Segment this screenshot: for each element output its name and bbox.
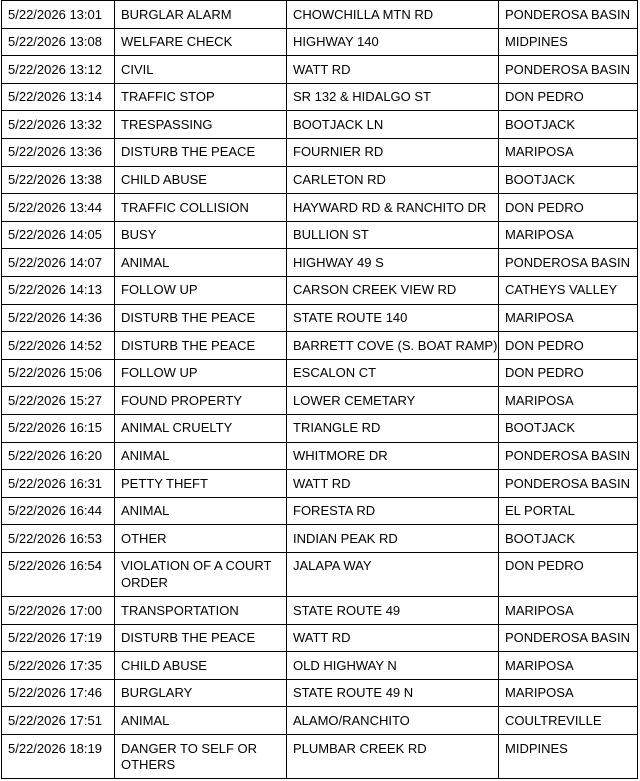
datetime-cell: 5/22/2026 17:00 (2, 597, 115, 625)
datetime-cell: 5/22/2026 16:20 (2, 442, 115, 470)
area-cell: COULTREVILLE (499, 707, 638, 735)
area-cell: DON PEDRO (499, 194, 638, 222)
area-cell: DON PEDRO (499, 332, 638, 360)
call-log-table (1, 0, 638, 779)
datetime-cell: 5/22/2026 15:06 (2, 359, 115, 387)
datetime-cell: 5/22/2026 17:51 (2, 707, 115, 735)
table-row (2, 652, 638, 680)
datetime-cell: 5/22/2026 13:12 (2, 56, 115, 84)
table-row (2, 276, 638, 304)
datetime-cell: 5/22/2026 13:32 (2, 111, 115, 139)
table-row (2, 83, 638, 111)
call-type-cell: OTHER (115, 525, 287, 553)
table-row (2, 304, 638, 332)
location-cell: STATE ROUTE 140 (287, 304, 499, 332)
location-cell: WHITMORE DR (287, 442, 499, 470)
datetime-cell: 5/22/2026 18:19 (2, 735, 115, 779)
call-type-cell: TRANSPORTATION (115, 597, 287, 625)
location-cell: BULLION ST (287, 221, 499, 249)
location-cell: PLUMBAR CREEK RD (287, 735, 499, 779)
location-cell: HIGHWAY 49 S (287, 249, 499, 277)
location-cell: HIGHWAY 140 (287, 28, 499, 56)
location-cell: ALAMO/RANCHITO (287, 707, 499, 735)
datetime-cell: 5/22/2026 13:14 (2, 83, 115, 111)
call-type-cell: CHILD ABUSE (115, 652, 287, 680)
call-type-cell: TRAFFIC COLLISION (115, 194, 287, 222)
area-cell: MARIPOSA (499, 387, 638, 415)
call-type-cell: ANIMAL (115, 707, 287, 735)
call-type-cell: ANIMAL CRUELTY (115, 414, 287, 442)
area-cell: MARIPOSA (499, 304, 638, 332)
call-type-cell: DISTURB THE PEACE (115, 332, 287, 360)
table-row (2, 597, 638, 625)
call-type-cell: ANIMAL (115, 442, 287, 470)
call-type-cell: PETTY THEFT (115, 470, 287, 498)
table-row (2, 442, 638, 470)
call-type-cell: DISTURB THE PEACE (115, 624, 287, 652)
area-cell: DON PEDRO (499, 552, 638, 596)
area-cell: BOOTJACK (499, 111, 638, 139)
table-row (2, 679, 638, 707)
table-row (2, 387, 638, 415)
call-type-cell: BURGLARY (115, 679, 287, 707)
location-cell: WATT RD (287, 624, 499, 652)
datetime-cell: 5/22/2026 16:15 (2, 414, 115, 442)
datetime-cell: 5/22/2026 13:38 (2, 166, 115, 194)
area-cell: BOOTJACK (499, 525, 638, 553)
call-type-cell: VIOLATION OF A COURT ORDER (115, 552, 287, 596)
datetime-cell: 5/22/2026 14:05 (2, 221, 115, 249)
location-cell: HAYWARD RD & RANCHITO DR (287, 194, 499, 222)
location-cell: CARLETON RD (287, 166, 499, 194)
datetime-cell: 5/22/2026 14:13 (2, 276, 115, 304)
area-cell: DON PEDRO (499, 359, 638, 387)
area-cell: MARIPOSA (499, 652, 638, 680)
datetime-cell: 5/22/2026 16:53 (2, 525, 115, 553)
call-type-cell: FOLLOW UP (115, 359, 287, 387)
area-cell: PONDEROSA BASIN (499, 249, 638, 277)
datetime-cell: 5/22/2026 17:35 (2, 652, 115, 680)
call-type-cell: FOUND PROPERTY (115, 387, 287, 415)
table-row (2, 56, 638, 84)
location-cell: CARSON CREEK VIEW RD (287, 276, 499, 304)
table-row (2, 111, 638, 139)
table-row (2, 525, 638, 553)
table-row (2, 359, 638, 387)
table-row (2, 332, 638, 360)
datetime-cell: 5/22/2026 16:44 (2, 497, 115, 525)
table-row (2, 414, 638, 442)
location-cell: WATT RD (287, 56, 499, 84)
call-type-cell: BUSY (115, 221, 287, 249)
area-cell: MIDPINES (499, 28, 638, 56)
call-type-cell: WELFARE CHECK (115, 28, 287, 56)
datetime-cell: 5/22/2026 17:19 (2, 624, 115, 652)
table-row (2, 28, 638, 56)
call-type-cell: DISTURB THE PEACE (115, 304, 287, 332)
datetime-cell: 5/22/2026 14:52 (2, 332, 115, 360)
datetime-cell: 5/22/2026 13:01 (2, 1, 115, 29)
location-cell: STATE ROUTE 49 N (287, 679, 499, 707)
datetime-cell: 5/22/2026 13:36 (2, 138, 115, 166)
datetime-cell: 5/22/2026 16:54 (2, 552, 115, 596)
table-row (2, 194, 638, 222)
location-cell: WATT RD (287, 470, 499, 498)
call-type-cell: TRAFFIC STOP (115, 83, 287, 111)
call-type-cell: CIVIL (115, 56, 287, 84)
location-cell: STATE ROUTE 49 (287, 597, 499, 625)
table-row (2, 1, 638, 29)
table-row (2, 735, 638, 779)
area-cell: MARIPOSA (499, 221, 638, 249)
area-cell: BOOTJACK (499, 414, 638, 442)
area-cell: PONDEROSA BASIN (499, 1, 638, 29)
datetime-cell: 5/22/2026 15:27 (2, 387, 115, 415)
table-row (2, 166, 638, 194)
area-cell: BOOTJACK (499, 166, 638, 194)
area-cell: MARIPOSA (499, 138, 638, 166)
location-cell: BOOTJACK LN (287, 111, 499, 139)
location-cell: ESCALON CT (287, 359, 499, 387)
area-cell: MARIPOSA (499, 679, 638, 707)
area-cell: CATHEYS VALLEY (499, 276, 638, 304)
call-log-body (2, 1, 638, 779)
datetime-cell: 5/22/2026 16:31 (2, 470, 115, 498)
call-type-cell: ANIMAL (115, 497, 287, 525)
location-cell: SR 132 & HIDALGO ST (287, 83, 499, 111)
call-type-cell: ANIMAL (115, 249, 287, 277)
call-type-cell: CHILD ABUSE (115, 166, 287, 194)
table-row (2, 138, 638, 166)
area-cell: PONDEROSA BASIN (499, 470, 638, 498)
area-cell: PONDEROSA BASIN (499, 56, 638, 84)
location-cell: TRIANGLE RD (287, 414, 499, 442)
location-cell: LOWER CEMETARY (287, 387, 499, 415)
location-cell: CHOWCHILLA MTN RD (287, 1, 499, 29)
datetime-cell: 5/22/2026 14:07 (2, 249, 115, 277)
location-cell: INDIAN PEAK RD (287, 525, 499, 553)
datetime-cell: 5/22/2026 17:46 (2, 679, 115, 707)
table-row (2, 249, 638, 277)
location-cell: BARRETT COVE (S. BOAT RAMP) (287, 332, 499, 360)
area-cell: DON PEDRO (499, 83, 638, 111)
area-cell: PONDEROSA BASIN (499, 442, 638, 470)
location-cell: JALAPA WAY (287, 552, 499, 596)
table-row (2, 707, 638, 735)
area-cell: MARIPOSA (499, 597, 638, 625)
location-cell: FORESTA RD (287, 497, 499, 525)
call-type-cell: FOLLOW UP (115, 276, 287, 304)
area-cell: MIDPINES (499, 735, 638, 779)
datetime-cell: 5/22/2026 14:36 (2, 304, 115, 332)
datetime-cell: 5/22/2026 13:08 (2, 28, 115, 56)
table-row (2, 470, 638, 498)
location-cell: OLD HIGHWAY N (287, 652, 499, 680)
location-cell: FOURNIER RD (287, 138, 499, 166)
call-type-cell: BURGLAR ALARM (115, 1, 287, 29)
table-row (2, 624, 638, 652)
datetime-cell: 5/22/2026 13:44 (2, 194, 115, 222)
table-row (2, 221, 638, 249)
area-cell: EL PORTAL (499, 497, 638, 525)
call-type-cell: DANGER TO SELF OR OTHERS (115, 735, 287, 779)
call-type-cell: TRESPASSING (115, 111, 287, 139)
table-row (2, 552, 638, 596)
call-type-cell: DISTURB THE PEACE (115, 138, 287, 166)
area-cell: PONDEROSA BASIN (499, 624, 638, 652)
table-row (2, 497, 638, 525)
